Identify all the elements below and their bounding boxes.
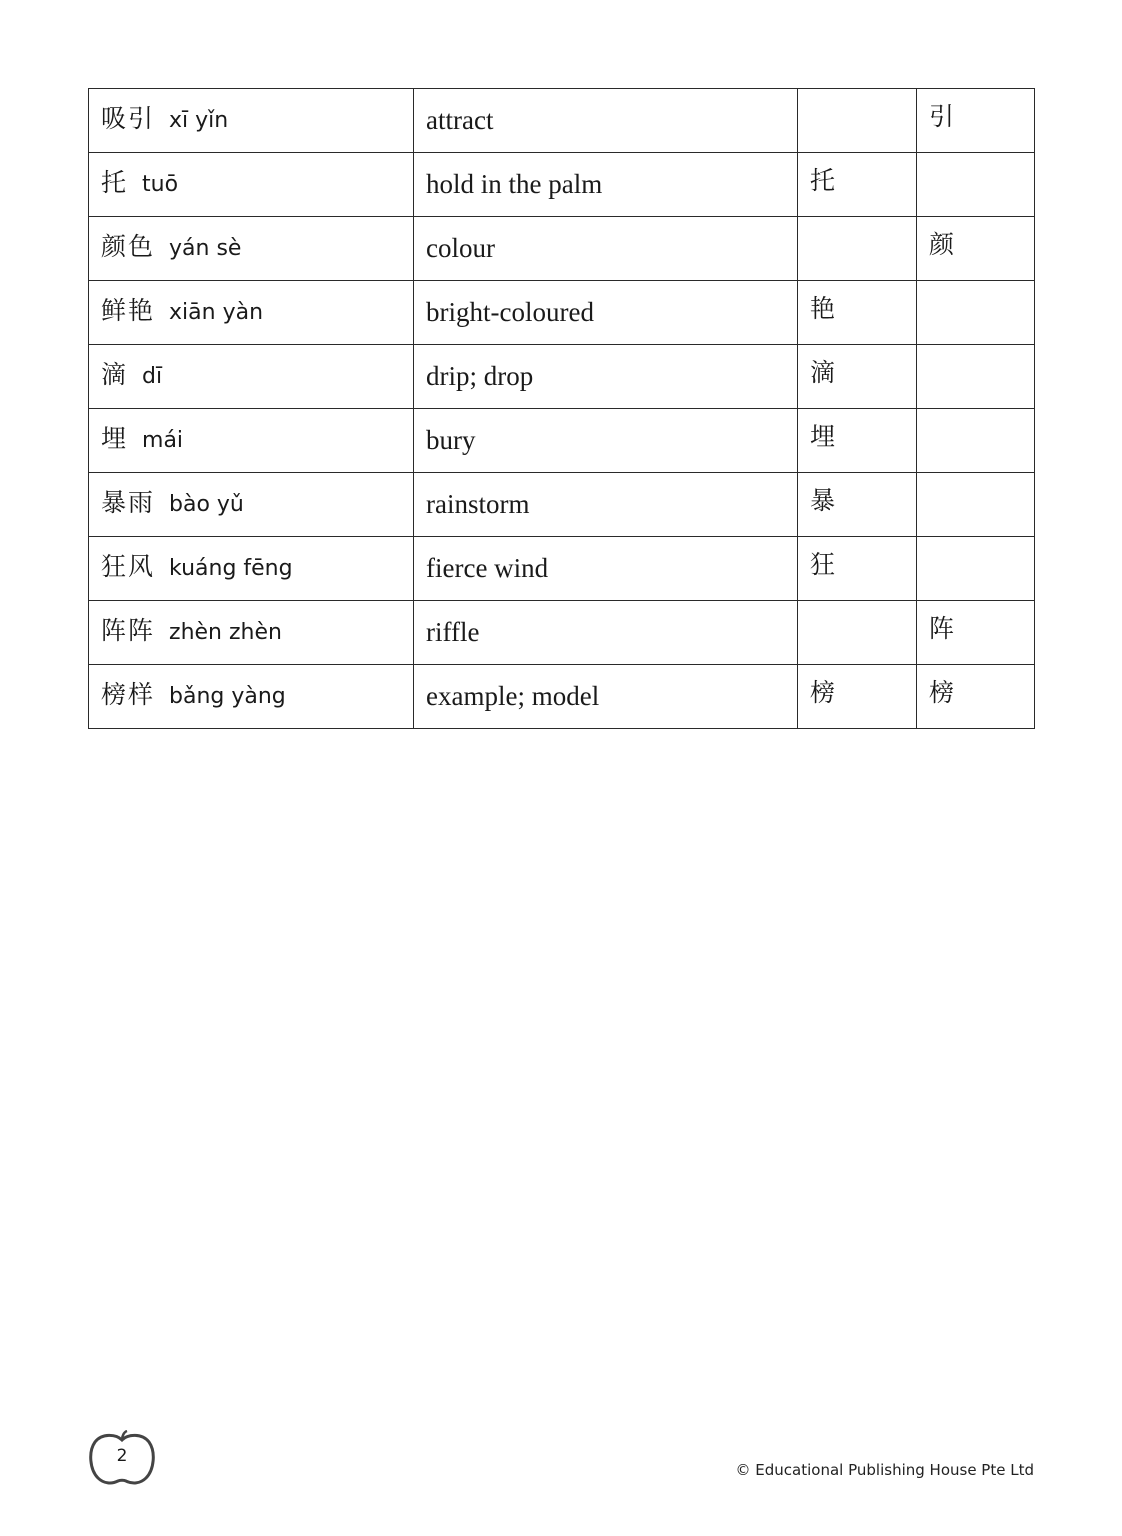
char-col4: 颜 xyxy=(929,229,955,259)
table-row xyxy=(89,409,1035,473)
char-cell-col3 xyxy=(798,665,917,729)
page-number-badge xyxy=(88,1430,156,1486)
char-col3: 狂 xyxy=(810,549,836,579)
meaning-cell: rainstorm xyxy=(414,473,798,537)
char-cell-col4 xyxy=(917,537,1035,601)
meaning-cell: example; model xyxy=(414,665,798,729)
char-cell-col4 xyxy=(917,601,1035,665)
char-cell-col4 xyxy=(917,217,1035,281)
char-cell-col3 xyxy=(798,473,917,537)
word-hanzi: 阵阵 xyxy=(101,615,156,645)
char-cell-col4 xyxy=(917,409,1035,473)
copyright-notice: © Educational Publishing House Pte Ltd xyxy=(735,1461,1034,1479)
word-hanzi: 颜色 xyxy=(101,231,156,261)
meaning-cell: drip; drop xyxy=(414,345,798,409)
meaning-cell: colour xyxy=(414,217,798,281)
char-cell-col4 xyxy=(917,281,1035,345)
meaning-cell: bright-coloured xyxy=(414,281,798,345)
char-col4: 榜 xyxy=(929,677,955,707)
vocabulary-table xyxy=(88,88,1035,729)
word-hanzi: 榜样 xyxy=(101,679,156,709)
word-cell xyxy=(89,89,414,153)
word-hanzi: 滴 xyxy=(101,359,129,389)
meaning-cell: fierce wind xyxy=(414,537,798,601)
page-number: 2 xyxy=(116,1446,128,1466)
char-cell-col3 xyxy=(798,537,917,601)
table-row xyxy=(89,217,1035,281)
char-cell-col3 xyxy=(798,153,917,217)
char-cell-col3 xyxy=(798,345,917,409)
word-hanzi: 狂风 xyxy=(101,551,156,581)
word-cell xyxy=(89,601,414,665)
char-cell-col3 xyxy=(798,281,917,345)
char-cell-col4 xyxy=(917,89,1035,153)
table-row xyxy=(89,665,1035,729)
word-cell xyxy=(89,217,414,281)
word-cell xyxy=(89,153,414,217)
table-row xyxy=(89,345,1035,409)
char-cell-col3 xyxy=(798,89,917,153)
word-hanzi: 吸引 xyxy=(101,103,156,133)
meaning-cell: bury xyxy=(414,409,798,473)
word-hanzi: 托 xyxy=(101,167,129,197)
meaning-cell: riffle xyxy=(414,601,798,665)
char-col3: 暴 xyxy=(810,485,836,515)
char-col3: 埋 xyxy=(810,421,836,451)
char-col3: 榜 xyxy=(810,677,836,707)
word-pinyin: zhèn zhèn xyxy=(169,619,282,645)
word-pinyin: kuáng fēng xyxy=(169,555,293,581)
table-row xyxy=(89,601,1035,665)
char-cell-col3 xyxy=(798,217,917,281)
meaning-cell: hold in the palm xyxy=(414,153,798,217)
char-col4: 阵 xyxy=(929,613,955,643)
char-cell-col4 xyxy=(917,153,1035,217)
word-cell xyxy=(89,473,414,537)
char-col3: 托 xyxy=(810,165,836,195)
word-hanzi: 埋 xyxy=(101,423,129,453)
word-pinyin: bào yǔ xyxy=(169,491,244,517)
word-cell xyxy=(89,409,414,473)
word-pinyin: tuō xyxy=(142,171,179,197)
word-pinyin: xiān yàn xyxy=(169,299,264,325)
table-row xyxy=(89,281,1035,345)
word-cell xyxy=(89,281,414,345)
char-cell-col4 xyxy=(917,473,1035,537)
table-row xyxy=(89,153,1035,217)
char-cell-col4 xyxy=(917,665,1035,729)
word-hanzi: 暴雨 xyxy=(101,487,156,517)
word-cell xyxy=(89,537,414,601)
word-pinyin: mái xyxy=(142,427,184,453)
table-row xyxy=(89,537,1035,601)
word-cell xyxy=(89,345,414,409)
char-cell-col3 xyxy=(798,601,917,665)
char-col3: 艳 xyxy=(810,293,836,323)
char-col3: 滴 xyxy=(810,357,836,387)
meaning-cell: attract xyxy=(414,89,798,153)
word-hanzi: 鲜艳 xyxy=(101,295,156,325)
word-pinyin: dī xyxy=(142,363,163,389)
char-cell-col4 xyxy=(917,345,1035,409)
word-pinyin: xī yǐn xyxy=(169,107,229,133)
word-pinyin: yán sè xyxy=(169,235,242,261)
table-row xyxy=(89,473,1035,537)
table-row xyxy=(89,89,1035,153)
char-cell-col3 xyxy=(798,409,917,473)
char-col4: 引 xyxy=(929,101,955,131)
word-cell xyxy=(89,665,414,729)
word-pinyin: bǎng yàng xyxy=(169,683,286,709)
